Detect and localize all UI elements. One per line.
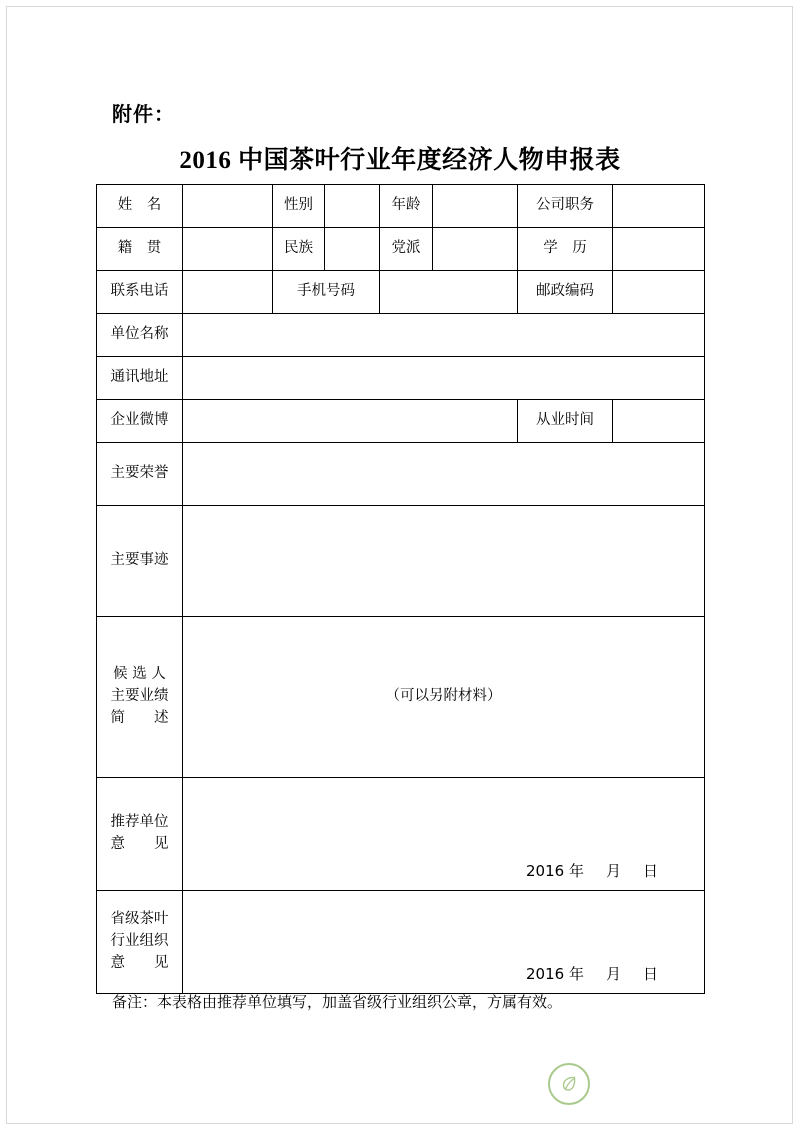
field-main-honors[interactable] bbox=[183, 443, 705, 506]
field-party[interactable] bbox=[433, 228, 518, 271]
field-gender[interactable] bbox=[325, 185, 380, 228]
field-ethnicity[interactable] bbox=[325, 228, 380, 271]
leaf-logo-icon bbox=[548, 1063, 590, 1105]
table-row bbox=[97, 228, 705, 271]
field-mailing-address[interactable] bbox=[183, 357, 705, 400]
table-row bbox=[97, 891, 705, 994]
label-years-in-industry: 从业时间 bbox=[518, 400, 613, 443]
label-main-honors: 主要荣誉 bbox=[97, 443, 183, 506]
table-row bbox=[97, 506, 705, 617]
label-company-name: 单位名称 bbox=[97, 314, 183, 357]
label-line-2: 行业组织 bbox=[110, 933, 169, 950]
label-line-1: 省级茶叶 bbox=[110, 911, 169, 928]
table-row bbox=[97, 185, 705, 228]
field-education[interactable] bbox=[613, 228, 705, 271]
label-party: 党派 bbox=[380, 228, 433, 271]
label-line-1: 推荐单位 bbox=[110, 814, 169, 831]
field-company-position[interactable] bbox=[613, 185, 705, 228]
date-year: 2016 年 bbox=[526, 861, 584, 880]
label-line-2: 主要业绩 bbox=[110, 688, 169, 705]
field-age[interactable] bbox=[433, 185, 518, 228]
label-postcode: 邮政编码 bbox=[518, 271, 613, 314]
recommender-date-line bbox=[189, 860, 698, 883]
footnote-text: 备注：本表格由推荐单位填写，加盖省级行业组织公章，方属有效。 bbox=[112, 993, 563, 1011]
label-line-1: 候 选 人 bbox=[113, 666, 166, 683]
field-main-deeds[interactable] bbox=[183, 506, 705, 617]
provincial-date-line bbox=[189, 963, 698, 986]
field-phone[interactable] bbox=[183, 271, 273, 314]
table-row bbox=[97, 400, 705, 443]
label-provincial-org-opinion bbox=[97, 891, 183, 994]
attachment-label: 附件： bbox=[112, 102, 175, 126]
label-gender: 性别 bbox=[273, 185, 325, 228]
table-row bbox=[97, 617, 705, 778]
field-company-name[interactable] bbox=[183, 314, 705, 357]
field-postcode[interactable] bbox=[613, 271, 705, 314]
table-row bbox=[97, 443, 705, 506]
label-line-3: 简 述 bbox=[110, 709, 169, 726]
field-mobile[interactable] bbox=[380, 271, 518, 314]
table-row bbox=[97, 271, 705, 314]
page-title: 2016 中国茶叶行业年度经济人物申报表 bbox=[179, 147, 621, 174]
table-row bbox=[97, 778, 705, 891]
field-native-place[interactable] bbox=[183, 228, 273, 271]
label-phone: 联系电话 bbox=[97, 271, 183, 314]
field-weibo[interactable] bbox=[183, 400, 518, 443]
date-day: 日 bbox=[642, 861, 658, 880]
field-candidate-achievements[interactable]: （可以另附材料） bbox=[183, 617, 705, 778]
label-weibo: 企业微博 bbox=[97, 400, 183, 443]
label-main-deeds: 主要事迹 bbox=[97, 506, 183, 617]
label-line-3: 意 见 bbox=[110, 954, 169, 971]
date-day: 日 bbox=[642, 964, 658, 983]
table-row bbox=[97, 314, 705, 357]
label-recommender-opinion bbox=[97, 778, 183, 891]
label-line-2: 意 见 bbox=[110, 836, 169, 852]
label-candidate-achievements bbox=[97, 617, 183, 778]
date-month: 月 bbox=[605, 861, 621, 880]
label-name: 姓 名 bbox=[97, 185, 183, 228]
field-provincial-org-opinion[interactable] bbox=[183, 891, 705, 994]
label-mailing-address: 通讯地址 bbox=[97, 357, 183, 400]
label-age: 年龄 bbox=[380, 185, 433, 228]
date-year: 2016 年 bbox=[526, 964, 584, 983]
label-education: 学 历 bbox=[518, 228, 613, 271]
label-company-position: 公司职务 bbox=[518, 185, 613, 228]
label-mobile: 手机号码 bbox=[273, 271, 380, 314]
table-row bbox=[97, 357, 705, 400]
field-recommender-opinion[interactable] bbox=[183, 778, 705, 891]
field-name[interactable] bbox=[183, 185, 273, 228]
application-form-table bbox=[96, 184, 705, 994]
date-month: 月 bbox=[605, 964, 621, 983]
label-native-place: 籍 贯 bbox=[97, 228, 183, 271]
label-ethnicity: 民族 bbox=[273, 228, 325, 271]
field-years-in-industry[interactable] bbox=[613, 400, 705, 443]
